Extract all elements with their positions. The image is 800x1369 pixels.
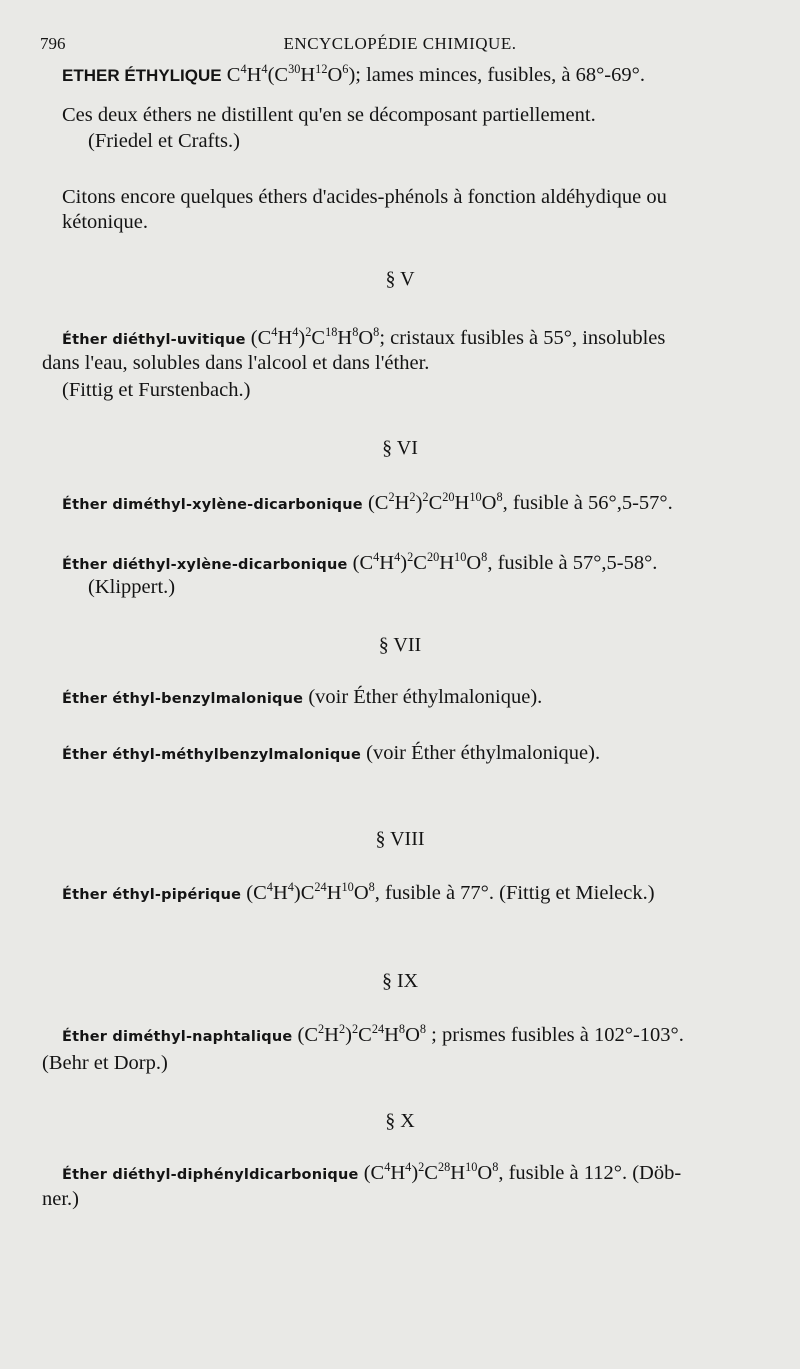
- intro-entry: [62, 64, 645, 87]
- entry-description: (voir Éther éthylmalonique).: [303, 686, 543, 708]
- entry-formula: $(C^4H^4)C^{24}H^{10}O^8$: [246, 880, 375, 904]
- citation: (Klippert.): [88, 576, 176, 598]
- section-heading: § VII: [378, 634, 422, 656]
- paragraph-line: kétonique.: [62, 211, 148, 233]
- entry-name: Éther diéthyl-uvitique: [62, 332, 246, 348]
- entry-description: ; cristaux fusibles à 55°, insolubles: [379, 327, 666, 349]
- page-header: [40, 34, 760, 58]
- entry-description: (voir Éther éthylmalonique).: [361, 742, 601, 764]
- entry-description: , fusible à 56°,5-57°.: [502, 492, 673, 514]
- citation: (Friedel et Crafts.): [88, 130, 240, 152]
- citation: (Behr et Dorp.): [42, 1052, 168, 1074]
- entry-description: , fusible à 112°. (Döb-: [498, 1162, 682, 1184]
- entry-formula: $(C^4H^4)^2C^{28}H^{10}O^8$: [363, 1160, 499, 1184]
- section-heading: § VI: [382, 437, 418, 459]
- entry-description: , fusible à 77°. (Fittig et Mieleck.): [374, 882, 655, 904]
- entry-name: Éther éthyl-benzylmalonique: [62, 691, 304, 707]
- entry-description: ; lames minces, fusibles, à 68°-69°.: [355, 64, 645, 86]
- paragraph-line: Ces deux éthers ne distillent qu'en se décomposant partiellement.: [62, 104, 596, 126]
- entry: [62, 882, 655, 905]
- section-heading: § X: [385, 1110, 415, 1132]
- section-heading: § IX: [381, 970, 419, 992]
- entry: [62, 492, 673, 515]
- entry-name: Éther diméthyl-xylène-dicarbonique: [62, 497, 363, 513]
- entry-description: , fusible à 57°,5-58°.: [487, 552, 658, 574]
- entry: [62, 742, 600, 765]
- citation: (Fittig et Furstenbach.): [62, 379, 251, 401]
- entry-formula: $(C^2H^2)^2C^{24}H^8O^8$: [297, 1022, 427, 1046]
- section-heading: § V: [385, 268, 415, 290]
- paragraph-line: Citons encore quelques éthers d'acides-phénols à fonction aldéhydique ou: [62, 186, 667, 208]
- entry-name: Éther éthyl-méthylbenzylmalonique: [62, 747, 361, 763]
- entry: [62, 552, 657, 575]
- running-title: ENCYCLOPÉDIE CHIMIQUE.: [283, 34, 517, 53]
- entry-formula: $(C^2H^2)^2C^{20}H^{10}O^8$: [367, 490, 503, 514]
- entry-formula: $C^4H^4(C^{30}H^{12}O^6)$: [226, 62, 356, 86]
- section-heading: § VIII: [375, 828, 425, 850]
- entry: [62, 1024, 760, 1047]
- paragraph-line: ner.): [42, 1188, 79, 1210]
- entry-name: Éther diéthyl-xylène-dicarbonique: [62, 557, 348, 573]
- entry: [62, 327, 760, 350]
- page-number: 796: [40, 34, 66, 53]
- entry-name: Éther diéthyl-diphényldicarbonique: [62, 1167, 359, 1183]
- entry-formula: $(C^4H^4)^2C^{20}H^{10}O^8$: [352, 550, 488, 574]
- entry: [62, 1162, 760, 1185]
- paragraph-line: dans l'eau, solubles dans l'alcool et dans l'éther.: [42, 352, 430, 374]
- entry-name: Éther diméthyl-naphtalique: [62, 1029, 293, 1045]
- entry: [62, 686, 542, 709]
- entry-name: ETHER ÉTHYLIQUE: [62, 66, 222, 85]
- entry-description: ; prismes fusibles à 102°-103°.: [426, 1024, 684, 1046]
- entry-name: Éther éthyl-pipérique: [62, 887, 242, 903]
- entry-formula: $(C^4H^4)^2C^{18}H^8O^8$: [250, 325, 380, 349]
